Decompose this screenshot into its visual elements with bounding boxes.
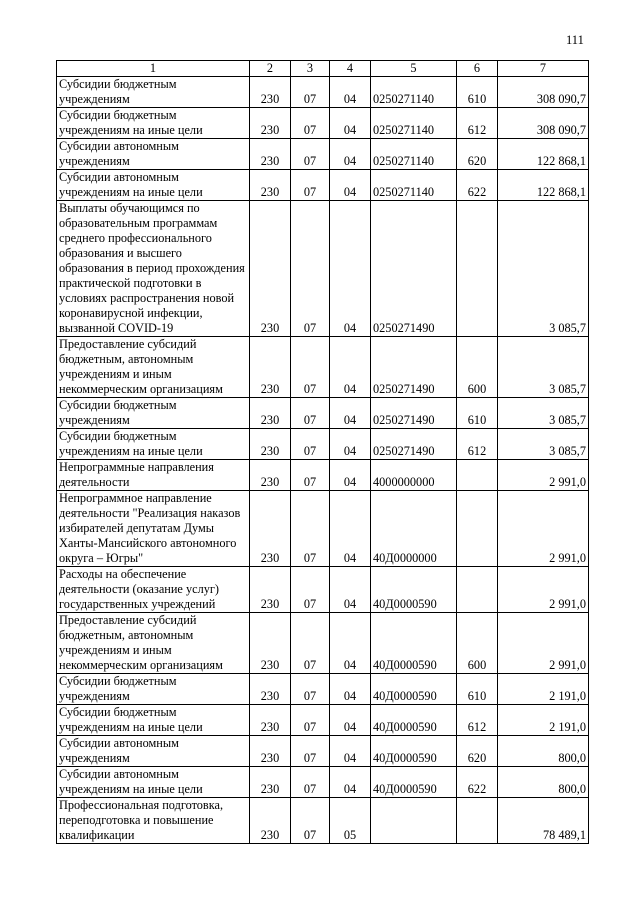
cell-col-5: 40Д0000000 — [371, 491, 457, 567]
cell-col-7: 78 489,1 — [498, 798, 589, 844]
cell-col-5: 0250271490 — [371, 201, 457, 337]
cell-col-7: 800,0 — [498, 736, 589, 767]
header-col-7: 7 — [498, 61, 589, 77]
cell-name: Субсидии автономным учреждениям на иные цели — [57, 767, 250, 798]
cell-name: Выплаты обучающимся по образовательным программам среднего профессионального образования и высшего образования в период прохождения практической подготовки в условиях распространения новой коронавирусной инфекции, вызванной COVID-19 — [57, 201, 250, 337]
cell-col-7: 2 191,0 — [498, 674, 589, 705]
cell-col-7: 2 991,0 — [498, 460, 589, 491]
cell-col-2: 230 — [250, 705, 291, 736]
cell-col-3: 07 — [291, 460, 330, 491]
cell-col-3: 07 — [291, 337, 330, 398]
header-col-4: 4 — [330, 61, 371, 77]
table-row — [57, 139, 589, 170]
cell-col-2: 230 — [250, 674, 291, 705]
table-row — [57, 170, 589, 201]
table-row — [57, 337, 589, 398]
cell-name: Субсидии бюджетным учреждениям на иные цели — [57, 429, 250, 460]
table-row — [57, 491, 589, 567]
cell-col-6 — [457, 567, 498, 613]
cell-col-6: 620 — [457, 139, 498, 170]
cell-col-3: 07 — [291, 398, 330, 429]
cell-col-7: 2 191,0 — [498, 705, 589, 736]
cell-col-2: 230 — [250, 139, 291, 170]
cell-col-3: 07 — [291, 674, 330, 705]
cell-name: Субсидии автономным учреждениям — [57, 139, 250, 170]
table-row — [57, 108, 589, 139]
cell-col-4: 04 — [330, 613, 371, 674]
cell-col-5: 40Д0000590 — [371, 736, 457, 767]
cell-col-6 — [457, 460, 498, 491]
cell-col-7: 3 085,7 — [498, 337, 589, 398]
cell-col-6: 600 — [457, 337, 498, 398]
cell-col-2: 230 — [250, 108, 291, 139]
cell-col-2: 230 — [250, 170, 291, 201]
cell-col-7: 3 085,7 — [498, 398, 589, 429]
header-col-1: 1 — [57, 61, 250, 77]
cell-col-5: 0250271140 — [371, 170, 457, 201]
cell-col-6 — [457, 491, 498, 567]
cell-name: Субсидии автономным учреждениям — [57, 736, 250, 767]
cell-name: Субсидии бюджетным учреждениям на иные цели — [57, 108, 250, 139]
header-col-2: 2 — [250, 61, 291, 77]
cell-col-3: 07 — [291, 567, 330, 613]
cell-col-7: 2 991,0 — [498, 491, 589, 567]
cell-col-4: 04 — [330, 705, 371, 736]
cell-col-2: 230 — [250, 201, 291, 337]
cell-col-2: 230 — [250, 798, 291, 844]
cell-col-2: 230 — [250, 429, 291, 460]
cell-col-3: 07 — [291, 705, 330, 736]
cell-col-4: 04 — [330, 170, 371, 201]
cell-col-6: 610 — [457, 77, 498, 108]
table-row — [57, 798, 589, 844]
cell-col-5 — [371, 798, 457, 844]
cell-col-3: 07 — [291, 736, 330, 767]
header-col-6: 6 — [457, 61, 498, 77]
cell-col-5: 0250271140 — [371, 139, 457, 170]
cell-name: Профессиональная подготовка, переподготовка и повышение квалификации — [57, 798, 250, 844]
cell-col-7: 308 090,7 — [498, 108, 589, 139]
cell-col-3: 07 — [291, 613, 330, 674]
cell-col-3: 07 — [291, 767, 330, 798]
cell-col-2: 230 — [250, 736, 291, 767]
cell-col-6: 610 — [457, 674, 498, 705]
table-row — [57, 398, 589, 429]
cell-col-4: 04 — [330, 337, 371, 398]
cell-col-7: 308 090,7 — [498, 77, 589, 108]
cell-name: Субсидии бюджетным учреждениям — [57, 674, 250, 705]
cell-col-4: 04 — [330, 139, 371, 170]
cell-col-6: 622 — [457, 170, 498, 201]
table-row — [57, 674, 589, 705]
table-row — [57, 613, 589, 674]
table-row — [57, 77, 589, 108]
cell-name: Субсидии бюджетным учреждениям — [57, 77, 250, 108]
cell-col-5: 0250271140 — [371, 77, 457, 108]
cell-col-2: 230 — [250, 567, 291, 613]
cell-col-2: 230 — [250, 398, 291, 429]
cell-name: Непрограммное направление деятельности "Реализация наказов избирателей депутатам Думы Ханты-Мансийского автономного округа – Югры" — [57, 491, 250, 567]
cell-col-6: 612 — [457, 108, 498, 139]
cell-name: Предоставление субсидий бюджетным, автономным учреждениям и иным некоммерческим организациям — [57, 613, 250, 674]
cell-col-4: 04 — [330, 460, 371, 491]
cell-col-4: 04 — [330, 77, 371, 108]
cell-col-4: 04 — [330, 736, 371, 767]
cell-col-3: 07 — [291, 170, 330, 201]
cell-col-4: 04 — [330, 429, 371, 460]
cell-col-2: 230 — [250, 337, 291, 398]
cell-name: Субсидии автономным учреждениям на иные цели — [57, 170, 250, 201]
cell-col-5: 0250271490 — [371, 429, 457, 460]
cell-col-2: 230 — [250, 77, 291, 108]
budget-table — [56, 60, 589, 844]
cell-name: Субсидии бюджетным учреждениям — [57, 398, 250, 429]
cell-col-4: 04 — [330, 398, 371, 429]
cell-col-5: 0250271490 — [371, 398, 457, 429]
cell-col-4: 04 — [330, 201, 371, 337]
cell-col-2: 230 — [250, 460, 291, 491]
cell-col-6: 610 — [457, 398, 498, 429]
cell-col-6: 600 — [457, 613, 498, 674]
cell-col-6: 620 — [457, 736, 498, 767]
cell-col-5: 40Д0000590 — [371, 767, 457, 798]
cell-col-6 — [457, 798, 498, 844]
cell-col-4: 05 — [330, 798, 371, 844]
cell-col-6 — [457, 201, 498, 337]
cell-col-5: 0250271490 — [371, 337, 457, 398]
cell-col-6: 612 — [457, 429, 498, 460]
table-row — [57, 567, 589, 613]
cell-col-4: 04 — [330, 674, 371, 705]
table-row — [57, 767, 589, 798]
cell-col-3: 07 — [291, 108, 330, 139]
cell-col-3: 07 — [291, 201, 330, 337]
cell-col-7: 3 085,7 — [498, 429, 589, 460]
cell-col-5: 40Д0000590 — [371, 674, 457, 705]
table-row — [57, 736, 589, 767]
cell-col-3: 07 — [291, 491, 330, 567]
cell-col-4: 04 — [330, 108, 371, 139]
cell-col-3: 07 — [291, 798, 330, 844]
table-row — [57, 460, 589, 491]
cell-col-7: 800,0 — [498, 767, 589, 798]
cell-name: Предоставление субсидий бюджетным, автономным учреждениям и иным некоммерческим организациям — [57, 337, 250, 398]
cell-col-7: 2 991,0 — [498, 567, 589, 613]
cell-name: Непрограммные направления деятельности — [57, 460, 250, 491]
cell-col-5: 40Д0000590 — [371, 705, 457, 736]
cell-col-4: 04 — [330, 491, 371, 567]
page-number: 111 — [566, 33, 584, 47]
cell-name: Субсидии бюджетным учреждениям на иные цели — [57, 705, 250, 736]
cell-col-5: 0250271140 — [371, 108, 457, 139]
cell-col-7: 3 085,7 — [498, 201, 589, 337]
header-col-5: 5 — [371, 61, 457, 77]
cell-col-3: 07 — [291, 139, 330, 170]
header-row — [57, 61, 589, 77]
header-col-3: 3 — [291, 61, 330, 77]
cell-col-2: 230 — [250, 767, 291, 798]
cell-col-2: 230 — [250, 491, 291, 567]
table-row — [57, 429, 589, 460]
cell-col-2: 230 — [250, 613, 291, 674]
cell-col-6: 612 — [457, 705, 498, 736]
cell-col-4: 04 — [330, 767, 371, 798]
cell-col-7: 2 991,0 — [498, 613, 589, 674]
cell-col-6: 622 — [457, 767, 498, 798]
table-row — [57, 705, 589, 736]
table-row — [57, 201, 589, 337]
cell-col-5: 40Д0000590 — [371, 613, 457, 674]
cell-name: Расходы на обеспечение деятельности (оказание услуг) государственных учреждений — [57, 567, 250, 613]
cell-col-5: 4000000000 — [371, 460, 457, 491]
cell-col-3: 07 — [291, 77, 330, 108]
cell-col-4: 04 — [330, 567, 371, 613]
cell-col-7: 122 868,1 — [498, 170, 589, 201]
cell-col-7: 122 868,1 — [498, 139, 589, 170]
cell-col-5: 40Д0000590 — [371, 567, 457, 613]
cell-col-3: 07 — [291, 429, 330, 460]
